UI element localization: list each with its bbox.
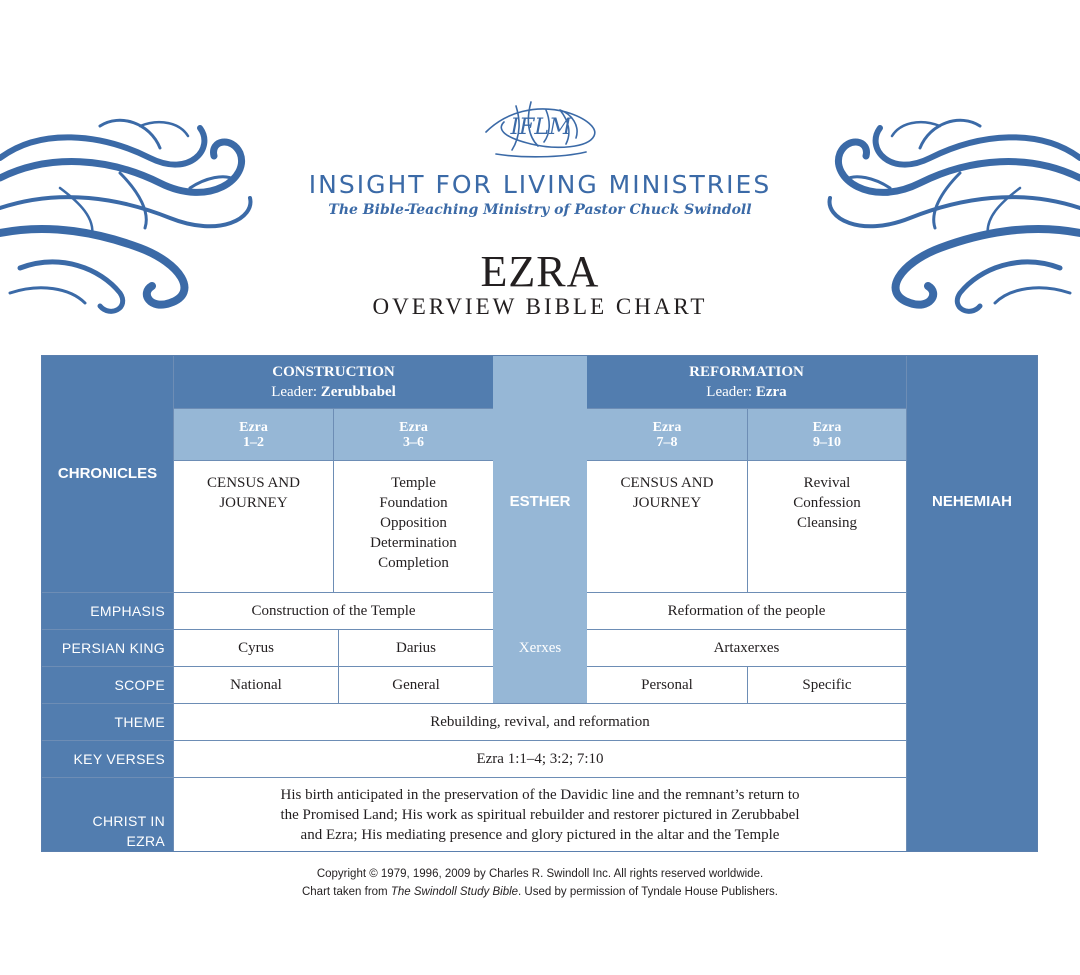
copyright-line: Copyright © 1979, 1996, 2009 by Charles R. Swindoll Inc. All rights reserved worldwide. bbox=[316, 868, 764, 880]
iflm-monogram-logo bbox=[476, 92, 606, 162]
content-line: Confession bbox=[793, 495, 861, 511]
content-line: Temple bbox=[391, 475, 436, 491]
christ-in-ezra-value bbox=[173, 777, 906, 851]
king-cyrus: Cyrus bbox=[173, 629, 338, 666]
content-line: Revival bbox=[803, 475, 851, 491]
right-flourish-ornament bbox=[818, 118, 1080, 318]
chapter-header bbox=[587, 408, 747, 460]
christ-label-line2: EZRA bbox=[126, 833, 165, 849]
chapter-header bbox=[333, 408, 493, 460]
christ-line: and Ezra; His mediating presence and glory pictured in the altar and the Temple bbox=[300, 826, 780, 843]
construction-title: CONSTRUCTION bbox=[272, 364, 395, 380]
content-line: Completion bbox=[378, 555, 449, 571]
nehemiah-label: NEHEMIAH bbox=[931, 493, 1012, 510]
chart-subtitle: OVERVIEW BIBLE CHART bbox=[372, 294, 708, 319]
content-line: Determination bbox=[370, 535, 457, 551]
row-label-persian-king: PERSIAN KING bbox=[42, 629, 173, 666]
content-cell bbox=[333, 460, 493, 592]
scope-national: National bbox=[173, 666, 338, 703]
reformation-leader-name: Ezra bbox=[755, 384, 787, 400]
content-line: Opposition bbox=[380, 515, 447, 531]
content-cell bbox=[173, 460, 333, 592]
content-line: Foundation bbox=[379, 495, 448, 511]
nehemiah-column bbox=[906, 356, 1037, 851]
page-title: EZRA bbox=[480, 247, 600, 296]
christ-line: the Promised Land; His work as spiritual rebuilder and restorer pictured in Zerubbabel bbox=[280, 806, 800, 823]
reformation-title: REFORMATION bbox=[689, 364, 804, 380]
chapter-book: Ezra bbox=[239, 419, 268, 435]
chronicles-column bbox=[42, 356, 173, 592]
content-cell bbox=[747, 460, 906, 592]
chapter-header bbox=[747, 408, 906, 460]
construction-leader-label: Leader: bbox=[271, 384, 318, 400]
chapter-header bbox=[173, 408, 333, 460]
key-verses-value: Ezra 1:1–4; 3:2; 7:10 bbox=[173, 740, 906, 777]
king-artaxerxes: Artaxerxes bbox=[587, 629, 906, 666]
scope-personal: Personal bbox=[587, 666, 747, 703]
chronicles-label: CHRONICLES bbox=[57, 465, 158, 482]
chapter-range: 3–6 bbox=[403, 434, 424, 450]
permission-prefix: Chart taken from bbox=[301, 886, 391, 898]
emphasis-reformation: Reformation of the people bbox=[587, 592, 906, 629]
overview-chart bbox=[41, 355, 1038, 852]
row-label-emphasis: EMPHASIS bbox=[42, 592, 173, 629]
org-name: INSIGHT FOR LIVING MINISTRIES bbox=[308, 170, 772, 199]
emphasis-construction: Construction of the Temple bbox=[173, 592, 493, 629]
chapter-range: 7–8 bbox=[656, 434, 678, 450]
reformation-header bbox=[587, 356, 906, 408]
christ-line: His birth anticipated in the preservation of the Davidic line and the remnant’s return to bbox=[280, 786, 800, 803]
row-label-scope: SCOPE bbox=[42, 666, 173, 703]
content-line: CENSUS AND bbox=[620, 475, 714, 491]
row-label-key-verses: KEY VERSES bbox=[42, 740, 173, 777]
chapter-range: 9–10 bbox=[813, 434, 841, 450]
esther-label: ESTHER bbox=[509, 493, 571, 510]
scope-general: General bbox=[338, 666, 493, 703]
king-darius: Darius bbox=[338, 629, 493, 666]
content-line: CENSUS AND bbox=[207, 475, 300, 491]
permission-line bbox=[180, 886, 900, 898]
content-line: Cleansing bbox=[797, 515, 857, 531]
logo-monogram-text: IFLM bbox=[510, 115, 572, 140]
content-line: JOURNEY bbox=[219, 495, 288, 511]
permission-suffix: . Used by permission of Tyndale House Publishers. bbox=[518, 886, 778, 898]
bible-title: The Swindoll Study Bible bbox=[390, 886, 519, 898]
row-label-christ-in-ezra bbox=[42, 777, 173, 851]
chapter-book: Ezra bbox=[399, 419, 428, 435]
row-label-theme: THEME bbox=[42, 703, 173, 740]
content-line: JOURNEY bbox=[632, 495, 702, 511]
christ-label-line1: CHRIST IN bbox=[92, 813, 165, 829]
chapter-range: 1–2 bbox=[243, 434, 264, 450]
content-cell bbox=[587, 460, 747, 592]
scope-specific: Specific bbox=[747, 666, 906, 703]
org-tagline: The Bible-Teaching Ministry of Pastor Chuck Swindoll bbox=[328, 202, 752, 218]
chapter-book: Ezra bbox=[812, 419, 842, 435]
reformation-leader-label: Leader: bbox=[706, 384, 753, 400]
chapter-book: Ezra bbox=[652, 419, 682, 435]
left-flourish-ornament bbox=[0, 118, 262, 318]
construction-header bbox=[173, 356, 493, 408]
construction-leader-name: Zerubbabel bbox=[320, 384, 396, 400]
king-xerxes: Xerxes bbox=[518, 639, 562, 656]
theme-value: Rebuilding, revival, and reformation bbox=[173, 703, 906, 740]
